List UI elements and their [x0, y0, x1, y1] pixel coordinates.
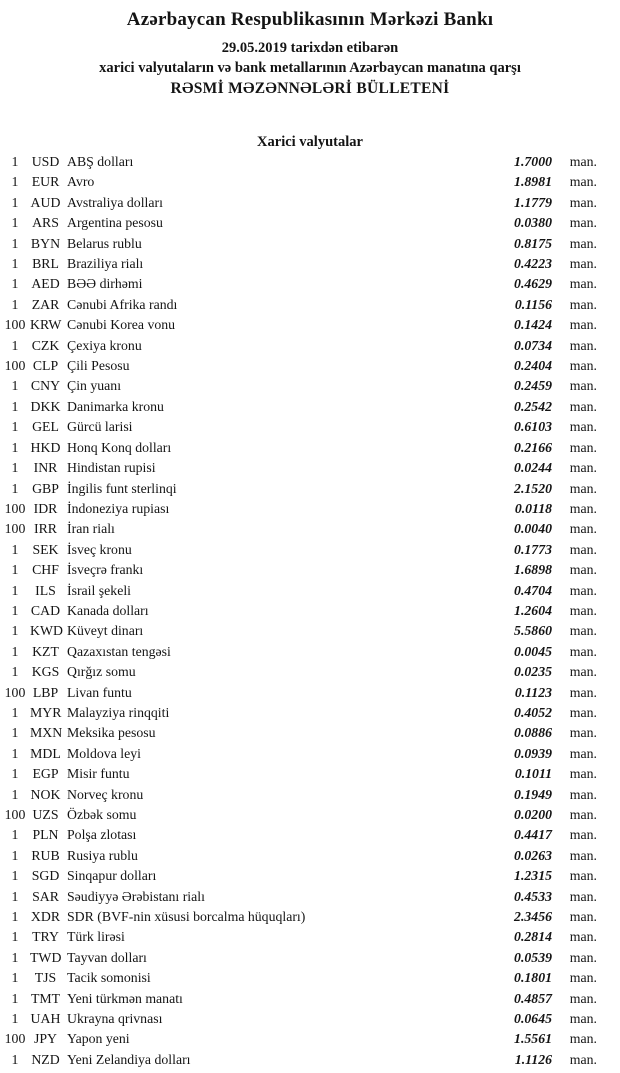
currency-name: Cənubi Afrika randı — [67, 296, 178, 312]
qty-cell: 100 — [4, 500, 26, 516]
table-row — [0, 479, 620, 499]
rate-value: 0.2166 — [514, 439, 552, 455]
table-row — [0, 764, 620, 784]
currency-code: BYN — [30, 235, 61, 251]
unit-label: man. — [569, 235, 597, 251]
unit-label: man. — [569, 704, 597, 720]
rate-value: 0.0045 — [514, 643, 552, 659]
table-row — [0, 846, 620, 866]
currency-code: ZAR — [31, 296, 60, 312]
rate-value: 0.4704 — [514, 582, 552, 598]
rate-value: 0.4417 — [514, 827, 552, 843]
unit-label: man. — [569, 1031, 597, 1047]
qty-cell: 100 — [4, 317, 26, 333]
currency-name: Norveç kronu — [67, 786, 144, 802]
date-line: 29.05.2019 tarixdən etibarən — [221, 40, 399, 56]
currency-code: EGP — [32, 766, 59, 782]
qty-cell: 1 — [11, 1051, 19, 1067]
qty-cell: 1 — [11, 704, 19, 720]
table-row — [0, 723, 620, 743]
unit-label: man. — [569, 194, 597, 210]
table-row — [0, 621, 620, 641]
qty-cell: 1 — [11, 786, 19, 802]
rate-value: 5.5860 — [514, 623, 552, 639]
qty-cell: 100 — [4, 358, 26, 374]
table-row — [0, 213, 620, 233]
qty-cell: 1 — [11, 888, 19, 904]
qty-cell: 1 — [11, 868, 19, 884]
currency-name: İndoneziya rupiası — [67, 500, 170, 516]
bulletin-title: RƏSMİ MƏZƏNNƏLƏRİ BÜLLETENİ — [170, 80, 450, 97]
unit-label: man. — [569, 419, 597, 435]
unit-label: man. — [569, 154, 597, 169]
unit-label: man. — [569, 827, 597, 843]
unit-label: man. — [569, 684, 597, 700]
currency-name: Qırğız somu — [67, 664, 136, 680]
table-row — [0, 642, 620, 662]
qty-cell: 1 — [11, 296, 19, 312]
currency-name: Polşa zlotası — [67, 827, 137, 843]
currency-name: Argentina pesosu — [67, 215, 163, 231]
currency-name: Gürcü larisi — [67, 419, 133, 435]
currency-name: Misir funtu — [67, 766, 130, 782]
unit-label: man. — [569, 990, 597, 1006]
qty-cell: 100 — [4, 684, 26, 700]
table-row — [0, 254, 620, 274]
rate-value: 0.0939 — [514, 745, 552, 761]
currency-code: ILS — [35, 582, 56, 598]
currency-name: Səudiyyə Ərəbistanı rialı — [67, 888, 205, 904]
rate-value: 0.0040 — [514, 521, 552, 537]
currency-name: Avro — [67, 174, 95, 190]
table-row — [0, 397, 620, 417]
currency-code: AUD — [30, 194, 61, 210]
rate-value: 1.2315 — [514, 868, 552, 884]
rate-value: 0.1773 — [514, 541, 552, 557]
currency-name: Qazaxıstan tengəsi — [67, 643, 171, 659]
table-row — [0, 887, 620, 907]
qty-cell: 1 — [11, 562, 19, 578]
table-row — [0, 315, 620, 335]
currency-name: Yeni türkmən manatı — [67, 990, 183, 1006]
currency-code: IRR — [34, 521, 57, 537]
qty-cell: 1 — [11, 949, 19, 965]
currency-code: HKD — [30, 439, 61, 455]
unit-label: man. — [569, 398, 597, 414]
currency-code: BRL — [32, 256, 59, 272]
unit-label: man. — [569, 766, 597, 782]
unit-label: man. — [569, 643, 597, 659]
table-row — [0, 356, 620, 376]
rate-value: 0.2459 — [514, 378, 552, 394]
currency-name: Sinqapur dolları — [67, 868, 157, 884]
unit-label: man. — [569, 786, 597, 802]
unit-label: man. — [569, 439, 597, 455]
currency-name: Tayvan dolları — [67, 949, 147, 965]
rate-value: 1.7000 — [514, 154, 552, 169]
table-row — [0, 785, 620, 805]
unit-label: man. — [569, 276, 597, 292]
unit-label: man. — [569, 296, 597, 312]
currency-name: Yapon yeni — [67, 1031, 130, 1047]
unit-label: man. — [569, 664, 597, 680]
qty-cell: 100 — [4, 807, 26, 822]
unit-label: man. — [569, 562, 597, 578]
table-row — [0, 744, 620, 764]
qty-cell: 1 — [11, 256, 19, 272]
table-row — [0, 948, 620, 968]
currency-code: GEL — [32, 419, 59, 435]
qty-cell: 1 — [11, 215, 19, 231]
table-row — [0, 274, 620, 294]
rate-value: 0.0645 — [514, 1011, 552, 1027]
page-title: Azərbaycan Respublikasının Mərkəzi Bankı — [126, 9, 494, 30]
rate-value: 2.3456 — [514, 909, 552, 925]
rate-value: 0.4223 — [514, 256, 552, 272]
currency-code: LBP — [32, 684, 59, 700]
table-row — [0, 968, 620, 988]
unit-label: man. — [569, 888, 597, 904]
currency-code: SEK — [32, 541, 59, 557]
currency-code: MXN — [30, 725, 63, 741]
currency-name: Meksika pesosu — [67, 725, 156, 741]
unit-label: man. — [569, 358, 597, 374]
currency-name: Cənubi Korea vonu — [67, 317, 176, 333]
currency-code: NOK — [30, 786, 61, 802]
qty-cell: 1 — [11, 480, 19, 496]
currency-name: Malayziya rinqqiti — [67, 704, 170, 720]
unit-label: man. — [569, 868, 597, 884]
unit-label: man. — [569, 521, 597, 537]
currency-code: CLP — [32, 358, 59, 374]
currency-code: KGS — [31, 664, 60, 680]
unit-label: man. — [569, 378, 597, 394]
qty-cell: 1 — [11, 154, 19, 169]
currency-name: Çili Pesosu — [67, 358, 130, 374]
qty-cell: 1 — [11, 194, 19, 210]
rate-value: 0.0235 — [514, 664, 552, 680]
table-row — [0, 295, 620, 315]
currency-code: KRW — [30, 317, 62, 333]
qty-cell: 1 — [11, 602, 19, 618]
currency-name: İsveçrə frankı — [67, 562, 144, 578]
rate-value: 0.2404 — [514, 358, 552, 374]
currency-code: UZS — [32, 807, 59, 822]
qty-cell: 1 — [11, 664, 19, 680]
qty-cell: 1 — [11, 827, 19, 843]
rate-value: 0.2814 — [514, 929, 552, 945]
currency-name: ABŞ dolları — [67, 154, 134, 169]
unit-label: man. — [569, 807, 597, 822]
currency-name: Livan funtu — [67, 684, 132, 700]
currency-name: Avstraliya dolları — [67, 194, 163, 210]
qty-cell: 1 — [11, 1011, 19, 1027]
unit-label: man. — [569, 500, 597, 516]
unit-label: man. — [569, 174, 597, 190]
currency-code: CAD — [30, 602, 61, 618]
rate-value: 0.0200 — [514, 807, 552, 822]
currency-code: SAR — [32, 888, 59, 904]
rate-value: 1.6898 — [514, 562, 552, 578]
table-row — [0, 581, 620, 601]
unit-label: man. — [569, 909, 597, 925]
qty-cell: 1 — [11, 419, 19, 435]
qty-cell: 100 — [4, 1031, 26, 1047]
currency-name: İran rialı — [67, 521, 115, 537]
currency-code: RUB — [31, 847, 60, 863]
rate-value: 0.4857 — [514, 990, 552, 1006]
currency-name: Türk lirəsi — [67, 929, 125, 945]
currency-code: SGD — [31, 868, 60, 884]
currency-code: USD — [31, 154, 60, 169]
qty-cell: 1 — [11, 337, 19, 353]
qty-cell: 1 — [11, 541, 19, 557]
currency-name: Danimarka kronu — [67, 398, 164, 414]
rates-table — [0, 152, 620, 1070]
unit-label: man. — [569, 1051, 597, 1067]
table-row — [0, 172, 620, 192]
rate-value: 0.8175 — [514, 235, 552, 251]
unit-label: man. — [569, 623, 597, 639]
table-row — [0, 825, 620, 845]
unit-label: man. — [569, 1011, 597, 1027]
currency-code: CZK — [31, 337, 60, 353]
currency-code: JPY — [33, 1031, 57, 1047]
currency-code: TWD — [30, 949, 62, 965]
currency-name: Honq Konq dolları — [67, 439, 172, 455]
unit-label: man. — [569, 480, 597, 496]
unit-label: man. — [569, 949, 597, 965]
rate-value: 0.0118 — [514, 500, 552, 516]
rate-value: 0.1424 — [514, 317, 552, 333]
rate-value: 0.1011 — [514, 766, 552, 782]
table-row — [0, 336, 620, 356]
currency-name: İsveç kronu — [67, 541, 132, 557]
rate-value: 0.4629 — [514, 276, 552, 292]
table-row — [0, 417, 620, 437]
currency-code: EUR — [31, 174, 60, 190]
table-row — [0, 1050, 620, 1070]
unit-label: man. — [569, 460, 597, 476]
currency-name: Kanada dolları — [67, 602, 149, 618]
currency-code: ARS — [32, 215, 59, 231]
table-row — [0, 234, 620, 254]
rate-value: 2.1520 — [514, 480, 552, 496]
unit-label: man. — [569, 725, 597, 741]
currency-name: Yeni Zelandiya dolları — [67, 1051, 191, 1067]
currency-name: Tacik somonisi — [67, 970, 151, 986]
currency-name: Hindistan rupisi — [67, 460, 156, 476]
currency-name: Çin yuanı — [67, 378, 122, 394]
qty-cell: 1 — [11, 745, 19, 761]
rate-value: 0.1949 — [514, 786, 552, 802]
currency-name: İngilis funt sterlinqi — [67, 480, 177, 496]
table-row — [0, 703, 620, 723]
qty-cell: 1 — [11, 235, 19, 251]
currency-name: Çexiya kronu — [67, 337, 142, 353]
currency-code: UAH — [30, 1011, 61, 1027]
rate-value: 0.0263 — [514, 847, 552, 863]
currency-name: Rusiya rublu — [67, 847, 138, 863]
document-header — [0, 0, 620, 99]
currency-code: XDR — [30, 909, 61, 925]
rate-value: 0.2542 — [514, 398, 552, 414]
currency-name: Ukrayna qrivnası — [67, 1011, 163, 1027]
qty-cell: 1 — [11, 725, 19, 741]
table-row — [0, 499, 620, 519]
rate-value: 1.1126 — [514, 1051, 552, 1067]
table-row — [0, 519, 620, 539]
section-title: Xarici valyutalar — [257, 134, 363, 150]
table-row — [0, 193, 620, 213]
table-row — [0, 662, 620, 682]
table-row — [0, 438, 620, 458]
currency-name: Moldova leyi — [67, 745, 141, 761]
qty-cell: 1 — [11, 439, 19, 455]
unit-label: man. — [569, 602, 597, 618]
table-row — [0, 907, 620, 927]
currency-code: MDL — [30, 745, 61, 761]
currency-code: KWD — [30, 623, 63, 639]
currency-code: MYR — [30, 704, 62, 720]
qty-cell: 1 — [11, 766, 19, 782]
currency-code: INR — [33, 460, 58, 476]
rate-value: 1.1779 — [514, 194, 552, 210]
rate-value: 0.1801 — [514, 970, 552, 986]
currency-code: KZT — [32, 643, 59, 659]
subject-line: xarici valyutaların və bank metallarının Azərbaycan manatına qarşı — [99, 60, 521, 76]
currency-name: İsrail şekeli — [67, 582, 131, 598]
rate-value: 0.1123 — [514, 684, 552, 700]
unit-label: man. — [569, 745, 597, 761]
rate-value: 0.4533 — [514, 888, 552, 904]
qty-cell: 1 — [11, 378, 19, 394]
rate-value: 0.0734 — [514, 337, 552, 353]
qty-cell: 1 — [11, 398, 19, 414]
rate-value: 0.1156 — [514, 296, 552, 312]
table-row — [0, 866, 620, 886]
unit-label: man. — [569, 847, 597, 863]
qty-cell: 1 — [11, 276, 19, 292]
table-row — [0, 1029, 620, 1049]
currency-code: TMT — [30, 990, 61, 1006]
rate-value: 0.0539 — [514, 949, 552, 965]
qty-cell: 1 — [11, 970, 19, 986]
currency-name: Özbək somu — [67, 807, 137, 822]
table-row — [0, 927, 620, 947]
qty-cell: 1 — [11, 643, 19, 659]
qty-cell: 100 — [4, 521, 26, 537]
rate-value: 1.2604 — [514, 602, 552, 618]
qty-cell: 1 — [11, 929, 19, 945]
rate-value: 0.0244 — [514, 460, 552, 476]
rate-value: 1.5561 — [514, 1031, 552, 1047]
currency-name: Küveyt dinarı — [67, 623, 144, 639]
rate-value: 0.0886 — [514, 725, 552, 741]
table-row — [0, 683, 620, 703]
rate-value: 1.8981 — [514, 174, 552, 190]
qty-cell: 1 — [11, 174, 19, 190]
table-row — [0, 601, 620, 621]
currency-code: TRY — [32, 929, 59, 945]
currency-code: PLN — [32, 827, 59, 843]
currency-name: Braziliya rialı — [67, 256, 144, 272]
qty-cell: 1 — [11, 623, 19, 639]
table-row — [0, 1009, 620, 1029]
table-row — [0, 560, 620, 580]
table-row — [0, 458, 620, 478]
qty-cell: 1 — [11, 990, 19, 1006]
qty-cell: 1 — [11, 847, 19, 863]
unit-label: man. — [569, 215, 597, 231]
currency-name: SDR (BVF-nin xüsusi borcalma hüquqları) — [67, 909, 306, 925]
table-row — [0, 989, 620, 1009]
currency-code: DKK — [30, 398, 61, 414]
currency-code: AED — [31, 276, 60, 292]
table-row — [0, 152, 620, 172]
qty-cell: 1 — [11, 582, 19, 598]
unit-label: man. — [569, 317, 597, 333]
currency-code: CHF — [32, 562, 59, 578]
currency-name: Belarus rublu — [67, 235, 142, 251]
table-row — [0, 376, 620, 396]
table-row — [0, 805, 620, 825]
unit-label: man. — [569, 970, 597, 986]
unit-label: man. — [569, 582, 597, 598]
currency-name: BƏƏ dirhəmi — [67, 276, 143, 292]
rate-value: 0.0380 — [514, 215, 552, 231]
unit-label: man. — [569, 256, 597, 272]
unit-label: man. — [569, 337, 597, 353]
qty-cell: 1 — [11, 460, 19, 476]
unit-label: man. — [569, 929, 597, 945]
qty-cell: 1 — [11, 909, 19, 925]
currency-code: CNY — [30, 378, 61, 394]
rate-value: 0.4052 — [514, 704, 552, 720]
currency-code: NZD — [31, 1051, 60, 1067]
currency-code: IDR — [33, 500, 58, 516]
table-row — [0, 540, 620, 560]
currency-code: GBP — [32, 480, 59, 496]
currency-code: TJS — [34, 970, 57, 986]
unit-label: man. — [569, 541, 597, 557]
rate-value: 0.6103 — [514, 419, 552, 435]
